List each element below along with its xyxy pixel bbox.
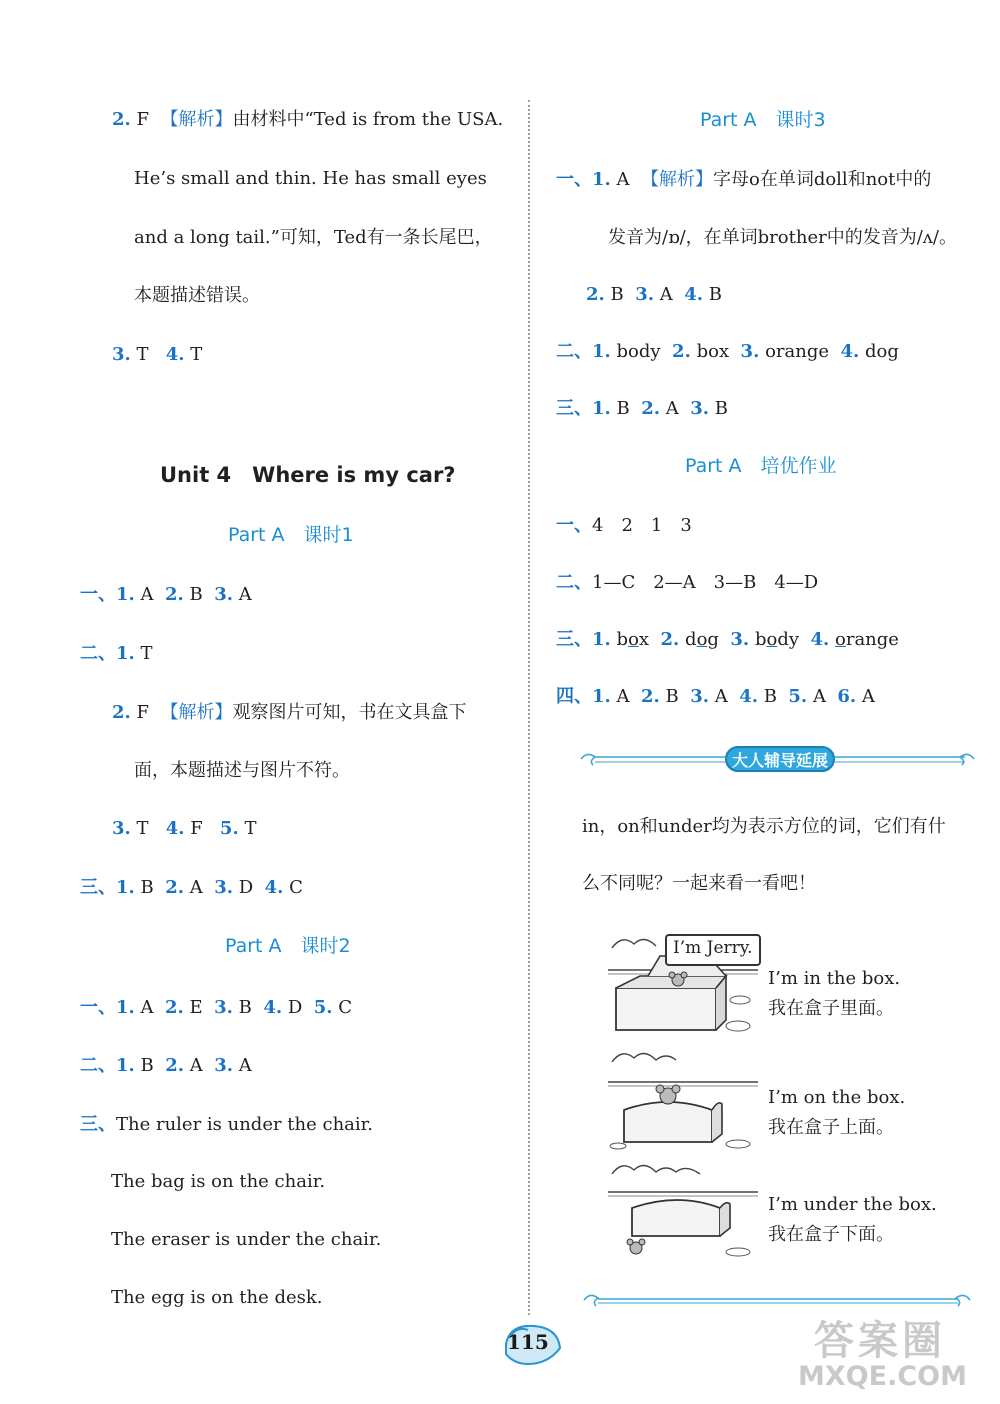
part-heading: Part A 培优作业 [685, 455, 837, 477]
extension-text: in，on和under均为表示方位的词，它们有什 [582, 816, 946, 837]
part-heading: Part A 课时3 [700, 109, 826, 131]
watermark-top: 答案圈 [814, 1318, 946, 1364]
explanation-line: 本题描述错误。 [134, 285, 260, 306]
caption-chinese: 我在盒子下面。 [768, 1224, 894, 1245]
answer-line: 一、4 2 1 3 [556, 515, 692, 536]
caption-english: I’m on the box. [768, 1087, 906, 1108]
explanation-line: and a long tail.”可知，Ted有一条长尾巴， [134, 227, 493, 248]
column-divider [528, 100, 530, 1315]
explanation-line: 发音为/ɒ/，在单词brother中的发音为/ʌ/。 [608, 227, 957, 248]
extension-text: 么不同呢？一起来看一看吧！ [582, 873, 816, 894]
watermark-bottom: MXQE.COM [798, 1361, 967, 1392]
part-heading: Part A 课时1 [228, 524, 354, 546]
explanation-line: 面，本题描述与图片不符。 [134, 760, 350, 781]
answer-line: 2. F 【解析】观察图片可知，书在文具盒下 [112, 702, 467, 723]
page-number: 115 [507, 1330, 549, 1354]
answer-line: 二、1. B 2. A 3. A [80, 1055, 252, 1076]
sentence-line: The eraser is under the chair. [111, 1229, 382, 1250]
answer-line: 四、1. A 2. B 3. A 4. B 5. A 6. A [556, 686, 875, 707]
sentence-line: The egg is on the desk. [111, 1287, 323, 1308]
answer-line: 3. T 4. F 5. T [112, 818, 257, 839]
answer-line: 一、1. A 2. E 3. B 4. D 5. C [80, 997, 353, 1018]
speech-bubble: I’m Jerry. [665, 934, 761, 966]
cartoon-on-box-illustration [608, 1044, 758, 1152]
answer-line: 三、1. B 2. A 3. B [556, 398, 728, 419]
unit-title: Unit 4 Where is my car? [160, 463, 456, 487]
answer-line: 二、1. T [80, 643, 153, 664]
cartoon-under-box-illustration [608, 1156, 758, 1264]
explanation-line: He’s small and thin. He has small eyes [134, 168, 487, 189]
banner-label: 大人辅导延展 [725, 746, 835, 772]
answer-line: 三、1. box 2. dog 3. body 4. orange [556, 629, 899, 650]
caption-chinese: 我在盒子上面。 [768, 1117, 894, 1138]
caption-english: I’m in the box. [768, 968, 901, 989]
watermark-logo [798, 1305, 988, 1397]
answer-line: 3. T 4. T [112, 344, 203, 365]
answer-line: 一、1. A 2. B 3. A [80, 584, 252, 605]
caption-chinese: 我在盒子里面。 [768, 998, 894, 1019]
answer-line: 2. F 【解析】由材料中“Ted is from the USA. [112, 109, 504, 130]
section-banner [575, 742, 980, 776]
answer-line: 二、1. body 2. box 3. orange 4. dog [556, 341, 899, 362]
part-heading: Part A 课时2 [225, 935, 351, 957]
answer-line: 三、1. B 2. A 3. D 4. C [80, 877, 303, 898]
answer-line: 一、1. A 【解析】字母o在单词doll和not中的 [556, 169, 932, 190]
sentence-line: The bag is on the chair. [111, 1171, 326, 1192]
answer-line: 三、The ruler is under the chair. [80, 1114, 374, 1135]
caption-english: I’m under the box. [768, 1194, 937, 1215]
answer-line: 二、1—C 2—A 3—B 4—D [556, 572, 819, 593]
answer-line: 2. B 3. A 4. B [586, 284, 722, 305]
